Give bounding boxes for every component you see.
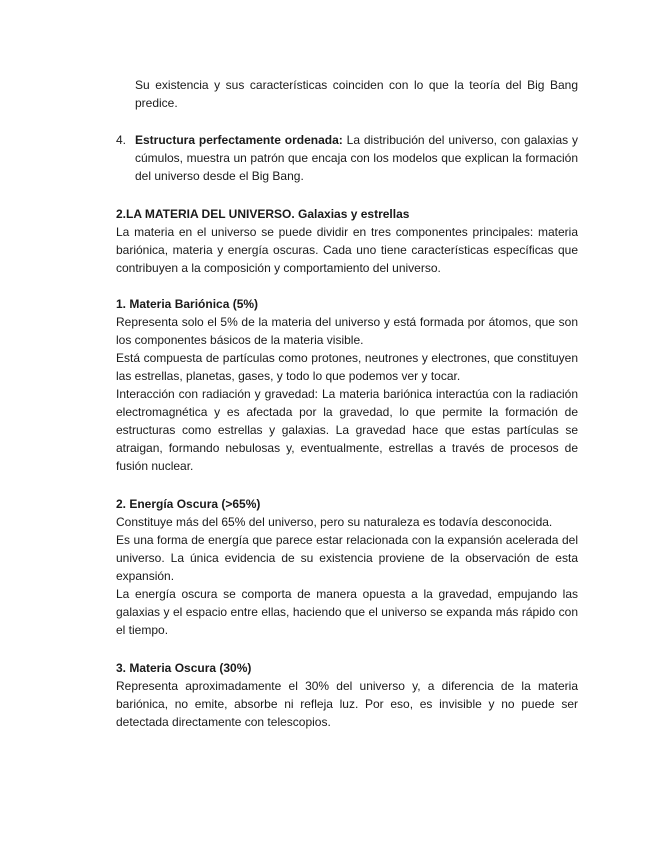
subsection-heading-energia: 2. Energía Oscura (>65%) <box>116 497 261 511</box>
list-item-continuation: Su existencia y sus características coinciden con lo que la teoría del Big Bang predice. <box>135 78 578 110</box>
section-intro: La materia en el universo se puede dividir en tres componentes principales: materia bariónica, materia y energía oscuras. Cada uno tiene características específicas que contribuyen a la composición y comportamiento del universo. <box>116 225 578 275</box>
paragraph: La energía oscura se comporta de manera opuesta a la gravedad, empujando las galaxias y el espacio entre ellas, haciendo que el universo se expanda más rápido con el tiempo. <box>116 587 578 637</box>
list-item-4 <box>135 131 578 185</box>
paragraph: Representa solo el 5% de la materia del universo y está formada por átomos, que son los componentes básicos de la materia visible. <box>116 315 578 347</box>
paragraph: Constituye más del 65% del universo, pero su naturaleza es todavía desconocida. <box>116 515 553 529</box>
subsection-heading-barionica: 1. Materia Bariónica (5%) <box>116 297 259 311</box>
list-item-4-title: Estructura perfectamente ordenada: <box>135 133 343 147</box>
list-item-4-text: La distribución del universo, con galaxias y cúmulos, muestra un patrón que encaja con los modelos que explican la formación del universo desde el Big Bang. <box>135 133 578 183</box>
section-heading: 2.LA MATERIA DEL UNIVERSO. Galaxias y estrellas <box>116 207 410 221</box>
list-item-number: 4. <box>116 133 127 147</box>
paragraph: Interacción con radiación y gravedad: La materia bariónica interactúa con la radiación electromagnética y es afectada por la gravedad, lo que permite la formación de estructuras como estrellas y galaxias. La gravedad hace que estas partículas se atraigan, formando nebulosas y, eventualmente, estrellas a través de procesos de fusión nuclear. <box>116 387 578 473</box>
paragraph: Es una forma de energía que parece estar relacionada con la expansión acelerada del universo. La única evidencia de su existencia proviene de la observación de esta expansión. <box>116 533 578 583</box>
paragraph: Representa aproximadamente el 30% del universo y, a diferencia de la materia bariónica, no emite, absorbe ni refleja luz. Por eso, es invisible y no puede ser detectada directamente con telescopios. <box>116 679 578 729</box>
paragraph: Está compuesta de partículas como protones, neutrones y electrones, que constituyen las estrellas, planetas, gases, y todo lo que podemos ver y tocar. <box>116 351 578 383</box>
subsection-heading-oscura: 3. Materia Oscura (30%) <box>116 661 252 675</box>
